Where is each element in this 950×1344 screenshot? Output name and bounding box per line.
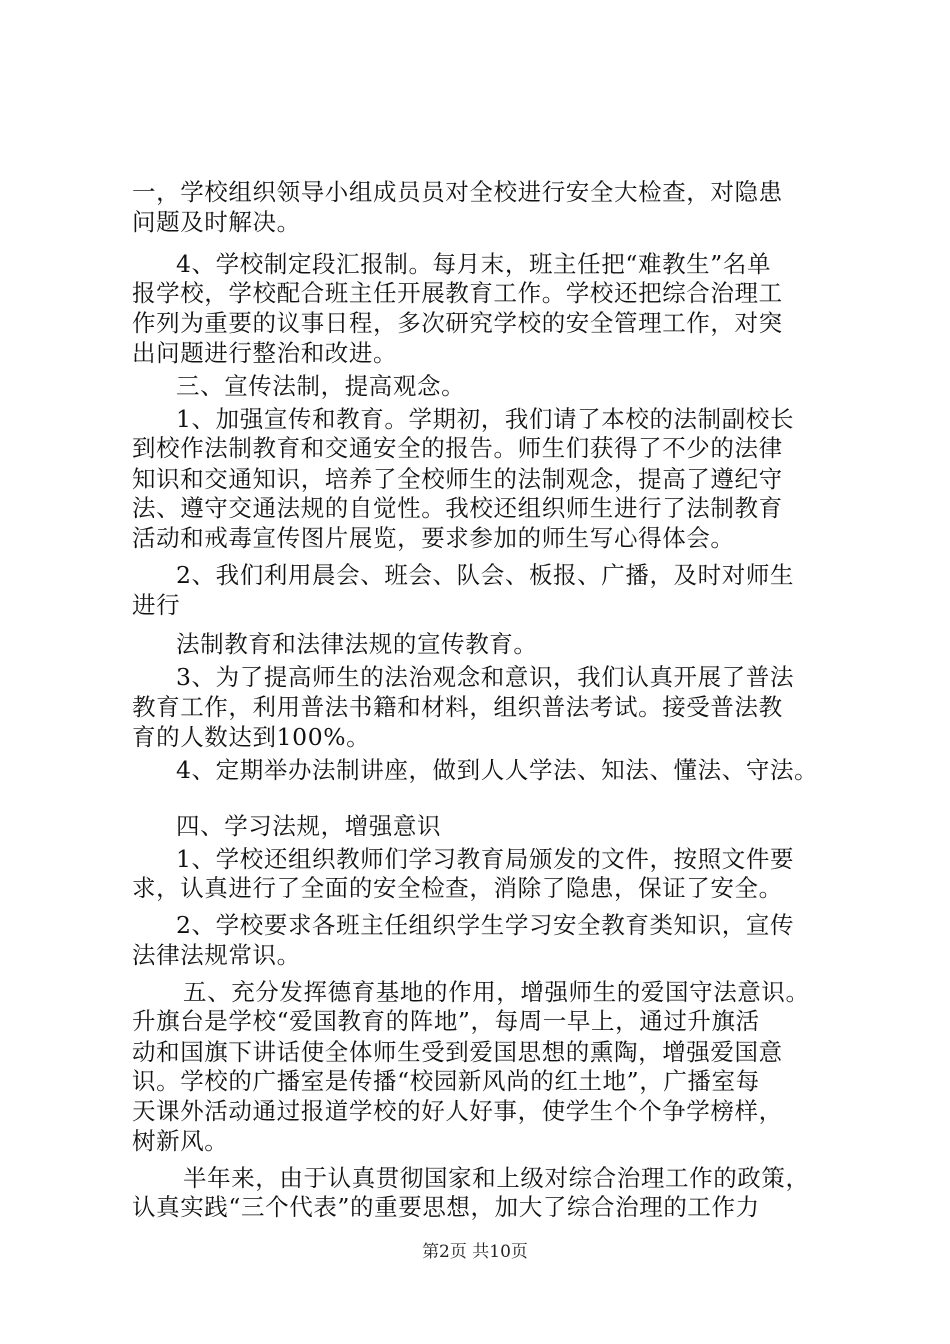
text-line: 到校作法制教育和交通安全的报告。师生们获得了不少的法律 — [132, 434, 783, 463]
text-line: 出问题进行整治和改进。 — [132, 338, 398, 367]
text-line: 活动和戒毒宣传图片展览，要求参加的师生写心得体会。 — [132, 523, 735, 552]
text-line: 2、学校要求各班主任组织学生学习安全教育类知识，宣传 — [176, 910, 795, 939]
text-line: 法律法规常识。 — [132, 941, 301, 969]
text-line: 2、我们利用晨会、班会、队会、板报、广播，及时对师生 — [176, 561, 795, 590]
page-footer: 第2页 共10页 — [422, 1242, 528, 1262]
text-line: 法、遵守交通法规的自觉性。我校还组织师生进行了法制教育 — [132, 494, 783, 523]
text-line: 求，认真进行了全面的安全检查，消除了隐患，保证了安全。 — [132, 874, 783, 902]
text-line: 报学校，学校配合班主任开展教育工作。学校还把综合治理工 — [132, 279, 783, 307]
section-heading: 五、充分发挥德育基地的作用，增强师生的爱国守法意识。 — [183, 977, 810, 1006]
text-line: 知识和交通知识，培养了全校师生的法制观念，提高了遵纪守 — [132, 464, 783, 493]
text-line: 动和国旗下讲话使全体师生受到爱国思想的熏陶，增强爱国意 — [132, 1037, 783, 1066]
text-line: 升旗台是学校“爱国教育的阵地”，每周一早上，通过升旗活 — [132, 1007, 760, 1036]
text-line: 半年来，由于认真贯彻国家和上级对综合治理工作的政策， — [183, 1163, 810, 1192]
text-line: 问题及时解决。 — [132, 207, 301, 236]
section-heading: 三、宣传法制，提高观念。 — [176, 371, 466, 400]
text-line: 教育工作，利用普法书籍和材料，组织普法考试。接受普法教 — [132, 692, 783, 721]
text-line: 作列为重要的议事日程，多次研究学校的安全管理工作，对突 — [132, 309, 783, 338]
text-line: 3、为了提高师生的法治观念和意识，我们认真开展了普法 — [176, 663, 795, 692]
text-line: 1、学校还组织教师们学习教育局颁发的文件，按照文件要 — [176, 844, 795, 873]
text-line: 识。学校的广播室是传播“校园新风尚的红土地”，广播室每 — [132, 1067, 760, 1095]
text-line: 1、加强宣传和教育。学期初，我们请了本校的法制副校长 — [176, 404, 795, 433]
text-line: 认真实践“三个代表”的重要思想，加大了综合治理的工作力 — [132, 1193, 760, 1221]
text-line: 法制教育和法律法规的宣传教育。 — [176, 630, 538, 659]
text-line: 4、学校制定段汇报制。每月末，班主任把“难教生”名单 — [176, 249, 772, 278]
section-heading: 四、学习法规，增强意识 — [176, 811, 442, 840]
text-line: 树新风。 — [132, 1126, 229, 1155]
text-line: 进行 — [132, 590, 181, 619]
text-line: 一，学校组织领导小组成员员对全校进行安全大检查，对隐患 — [132, 178, 783, 206]
text-line: 4、定期举办法制讲座，做到人人学法、知法、懂法、守法。 — [176, 756, 819, 785]
text-line: 天课外活动通过报道学校的好人好事，使学生个个争学榜样， — [132, 1096, 783, 1125]
text-line: 育的人数达到100%。 — [132, 723, 371, 751]
